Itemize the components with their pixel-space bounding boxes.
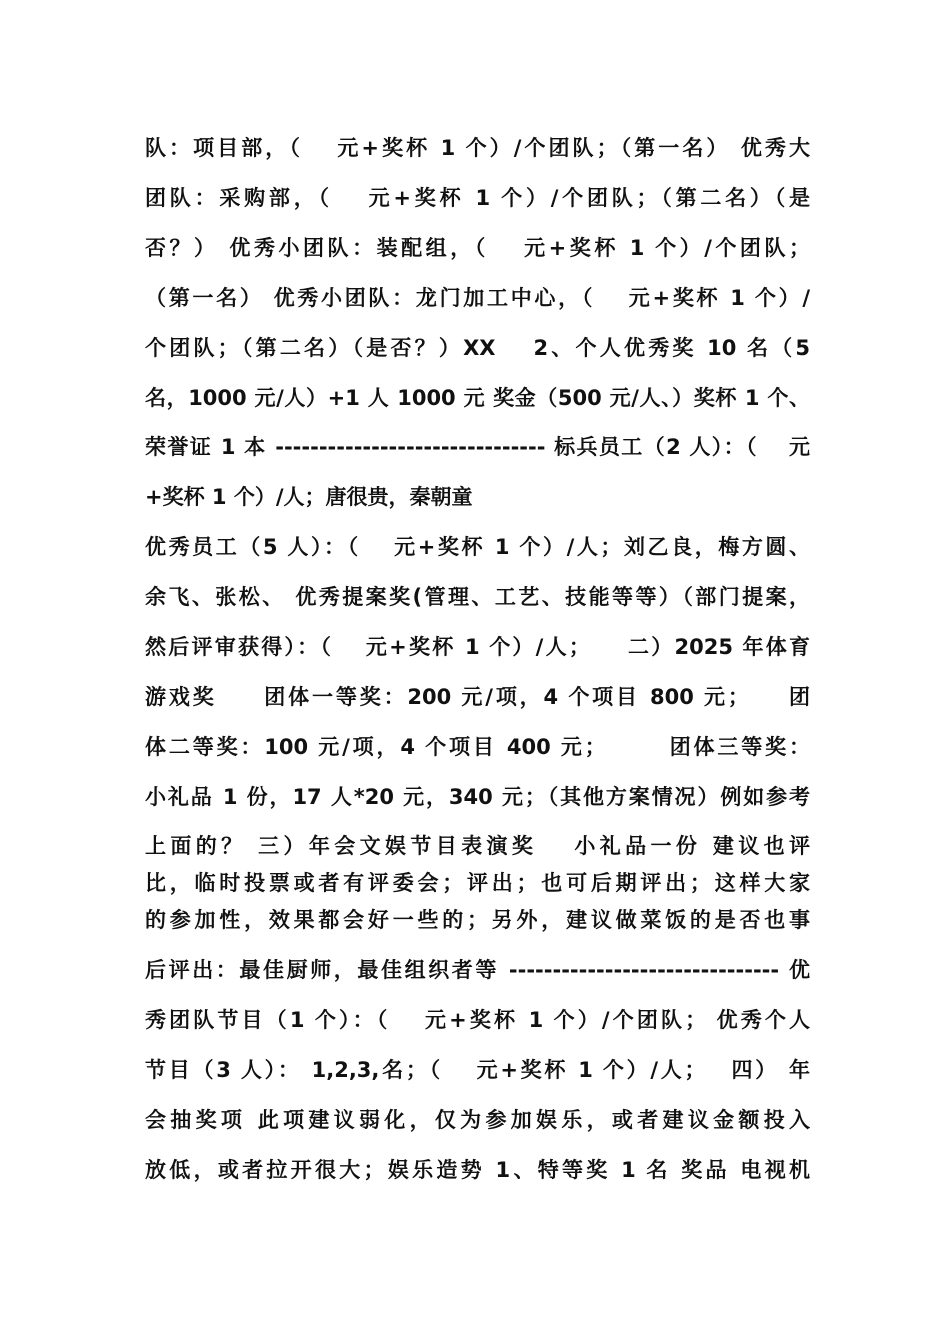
text-line-10: 余飞、张松、 优秀提案奖(管理、工艺、技能等等）（部门提案， [145,585,810,609]
text-line-21: 会抽奖项 此项建议弱化，仅为参加娱乐，或者建议金额投入 [145,1108,810,1132]
text-line-6: 名，1000 元/人）+1 人 1000 元 奖金（500 元/人、）奖杯 1 个、 [145,386,810,410]
text-line-1: 队：项目部，（ 元+奖杯 1 个）/个团队；（第一名） 优秀大 [145,136,810,160]
text-line-20: 节目（3 人）： 1,2,3,名；（ 元+奖杯 1 个）/人； 四） 年 [145,1058,810,1082]
text-line-5: 个团队；（第二名）（是否？）XX 2、个人优秀奖 10 名（5 [145,336,810,360]
text-line-13: 体二等奖：100 元/项，4 个项目 400 元； 团体三等奖： [145,735,810,759]
text-line-2: 团队：采购部，（ 元+奖杯 1 个）/个团队；（第二名）（是 [145,186,810,210]
text-line-18: 后评出：最佳厨师，最佳组织者等 ------------------------------- 优 [145,958,810,982]
text-line-11: 然后评审获得）：（ 元+奖杯 1 个）/人； 二）2025 年体育 [145,635,810,659]
text-line-12: 游戏奖 团体一等奖：200 元/项，4 个项目 800 元； 团 [145,685,810,709]
text-line-8: +奖杯 1 个）/人；唐很贵，秦朝童 [145,485,473,509]
text-line-16: 比，临时投票或者有评委会；评出；也可后期评出；这样大家 [145,871,810,895]
text-line-7: 荣誉证 1 本 ------------------------------- 标兵员工（2 人）：（ 元 [145,435,810,459]
text-line-9: 优秀员工（5 人）：（ 元+奖杯 1 个）/人；刘乙良，梅方圆、 [145,535,810,559]
text-line-17: 的参加性，效果都会好一些的；另外，建议做菜饭的是否也事 [145,908,810,932]
text-line-14: 小礼品 1 份，17 人*20 元，340 元；（其他方案情况）例如参考 [145,785,810,809]
text-line-15: 上面的？ 三）年会文娱节目表演奖 小礼品一份 建议也评 [145,834,810,858]
text-line-4: （第一名） 优秀小团队：龙门加工中心，（ 元+奖杯 1 个）/ [145,286,810,310]
text-line-3: 否？） 优秀小团队：装配组，（ 元+奖杯 1 个）/个团队； [145,236,810,260]
text-line-22: 放低，或者拉开很大；娱乐造势 1、特等奖 1 名 奖品 电视机 [145,1158,810,1182]
text-line-19: 秀团队节目（1 个）：（ 元+奖杯 1 个）/个团队； 优秀个人 [145,1008,810,1032]
